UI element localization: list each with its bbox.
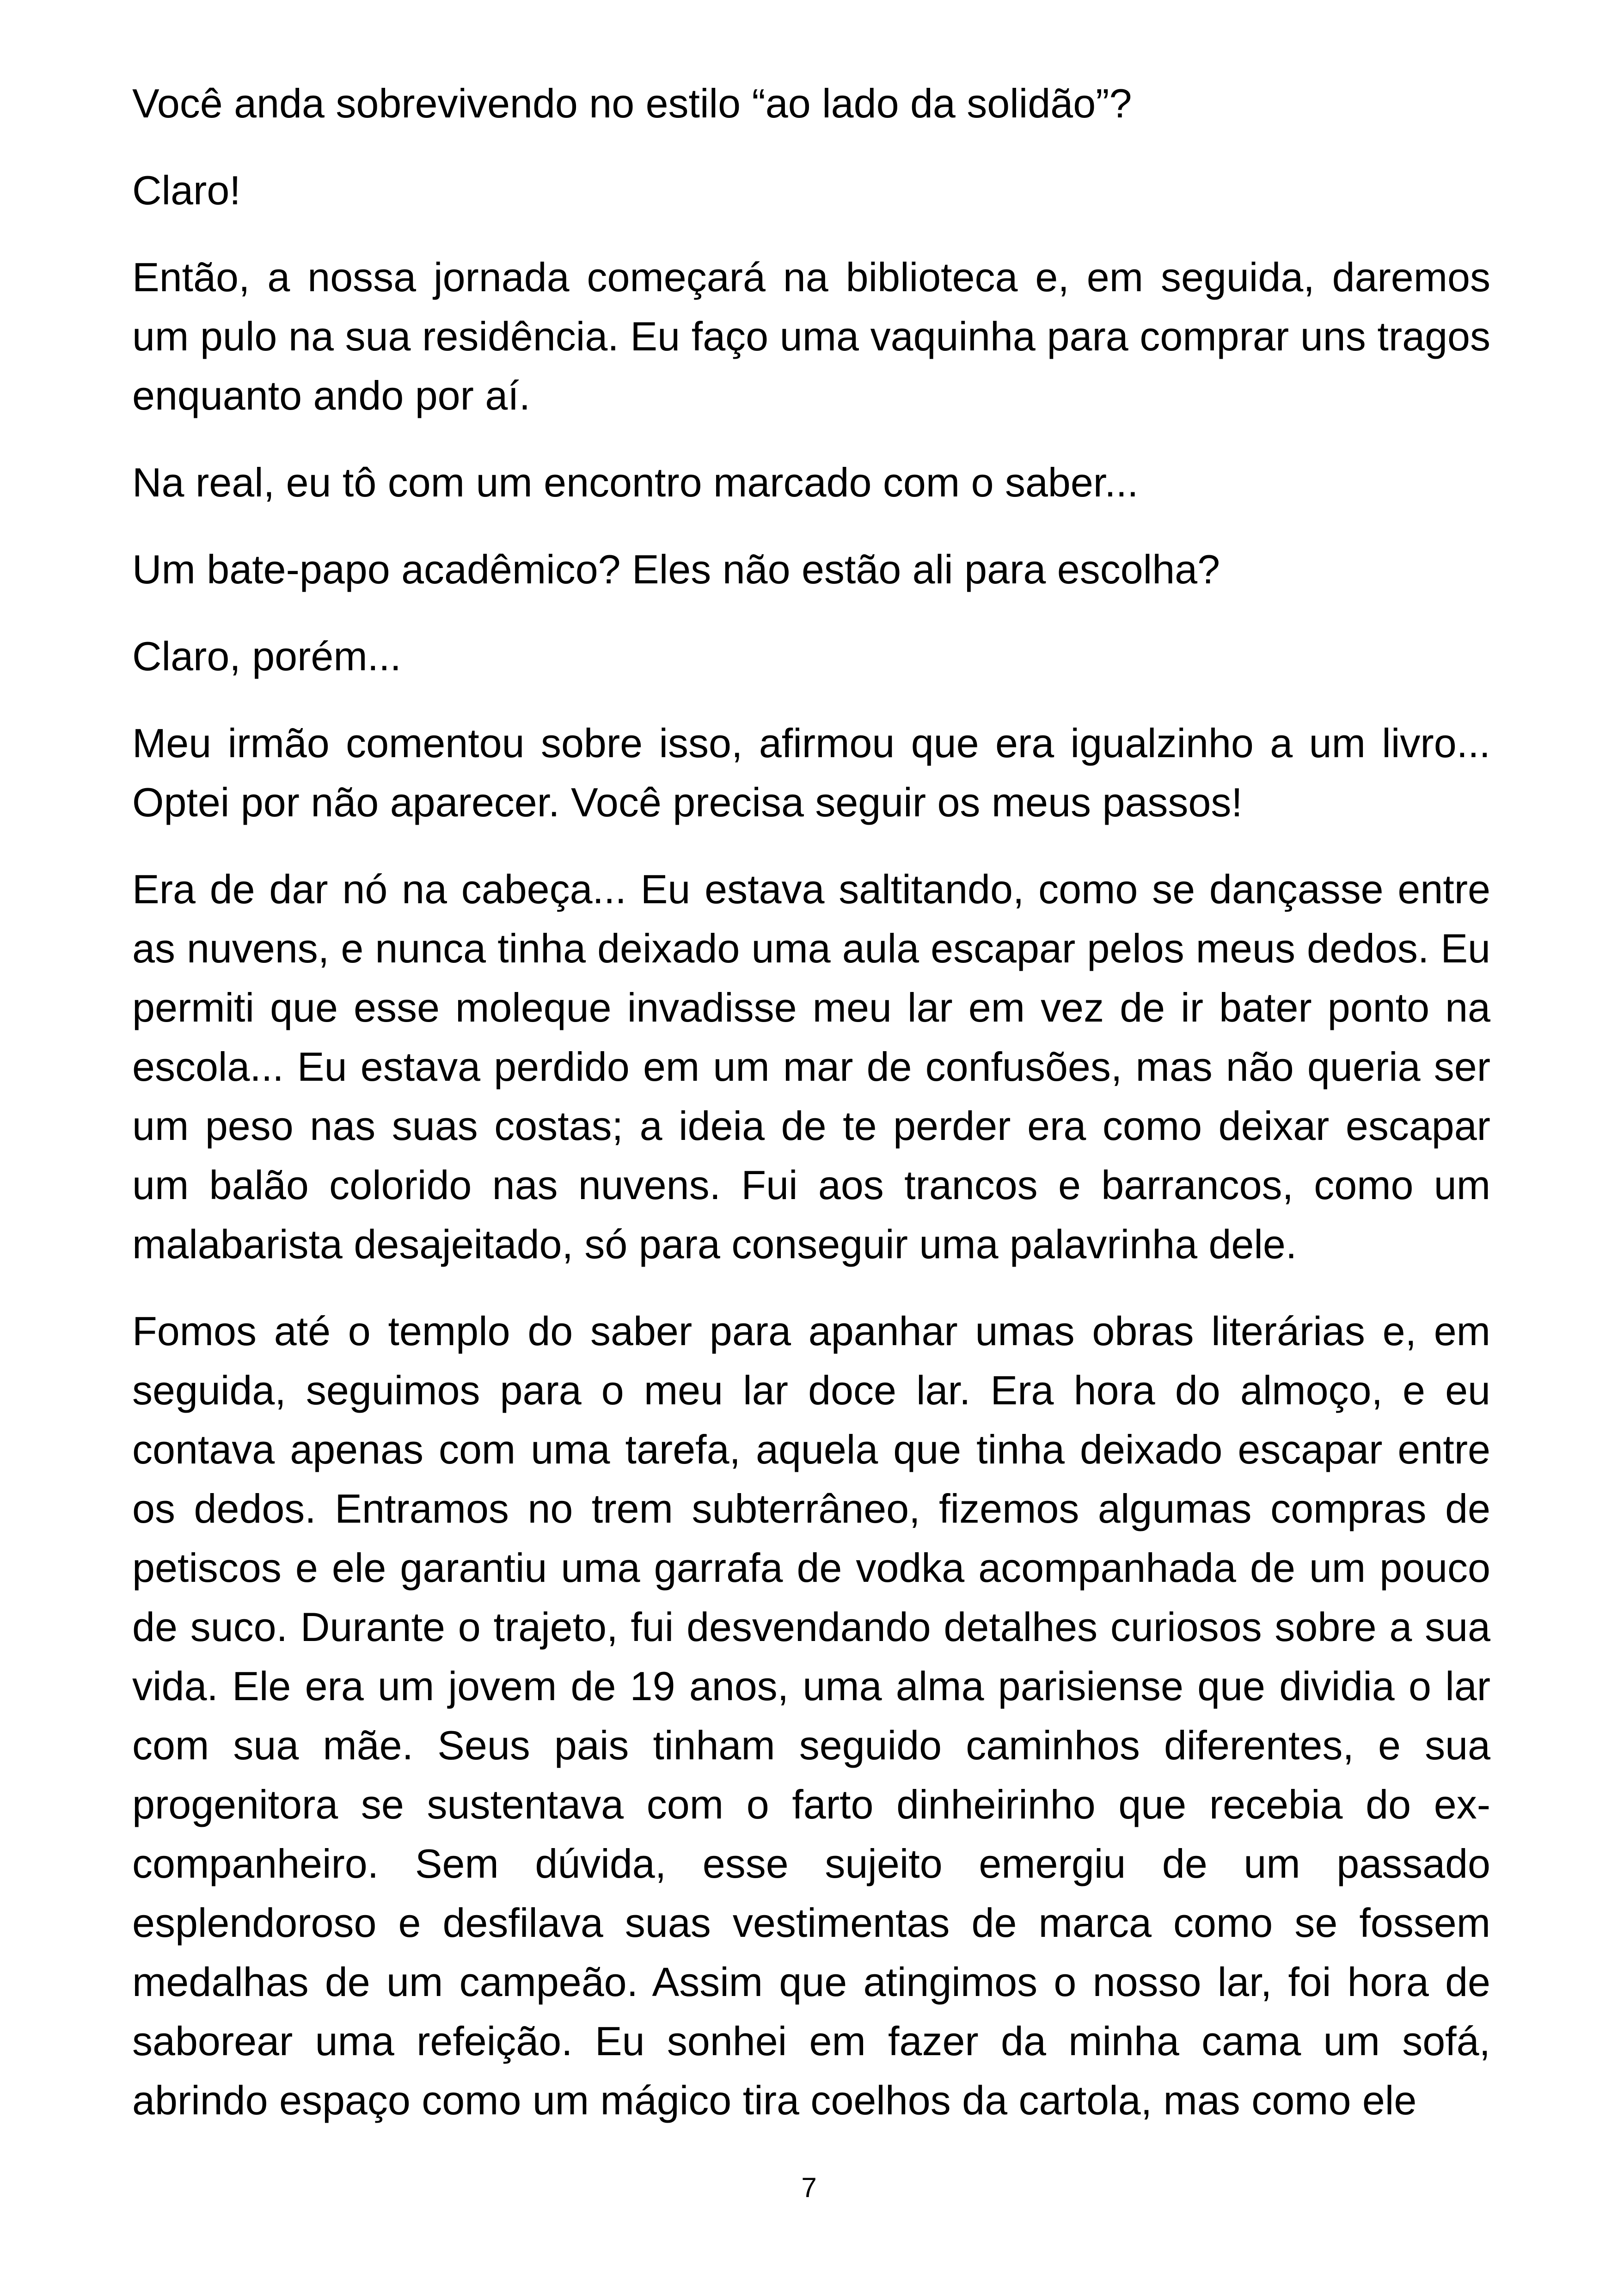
paragraph: Você anda sobrevivendo no estilo “ao lado da solidão”?	[132, 80, 1132, 126]
paragraph: Claro!	[132, 167, 241, 213]
paragraph: Um bate-papo acadêmico? Eles não estão ali para escolha?	[132, 546, 1220, 592]
paragraph: Fomos até o templo do saber para apanhar umas obras literárias e, em seguida, seguimos para o meu lar doce lar. Era hora do almoço, e eu contava apenas com uma tarefa, aquela que tinha deixado escapar entre os dedos. Entramos no trem subterrâneo, fizemos algumas compras de petiscos e ele garantiu uma garrafa de vodka acompanhada de um pouco de suco. Durante o trajeto, fui desvendando detalhes curiosos sobre a sua vida. Ele era um jovem de 19 anos, uma alma parisiense que dividia o lar com sua mãe. Seus pais tinham seguido caminhos diferentes, e sua progenitora se sustentava com o farto dinheirinho que recebia do ex-companheiro. Sem dúvida, esse sujeito emergiu de um passado esplendoroso e desfilava suas vestimentas de marca como se fossem medalhas de um campeão. Assim que atingimos o nosso lar, foi hora de saborear uma refeição. Eu sonhei em fazer da minha cama um sofá, abrindo espaço como um mágico tira coelhos da cartola, mas como ele	[132, 1308, 1490, 2123]
paragraph: Era de dar nó na cabeça... Eu estava saltitando, como se dançasse entre as nuvens, e nunca tinha deixado uma aula escapar pelos meus dedos. Eu permiti que esse moleque invadisse meu lar em vez de ir bater ponto na escola... Eu estava perdido em um mar de confusões, mas não queria ser um peso nas suas costas; a ideia de te perder era como deixar escapar um balão colorido nas nuvens. Fui aos trancos e barrancos, como um malabarista desajeitado, só para conseguir uma palavrinha dele.	[132, 866, 1490, 1267]
paragraph: Claro, porém...	[132, 633, 401, 679]
page-number: 7	[801, 2172, 817, 2203]
paragraph: Meu irmão comentou sobre isso, afirmou que era igualzinho a um livro... Optei por não aparecer. Você precisa seguir os meus passos!	[132, 720, 1490, 825]
page-body	[132, 74, 1490, 2158]
paragraph: Então, a nossa jornada começará na biblioteca e, em seguida, daremos um pulo na sua residência. Eu faço uma vaquinha para comprar uns tragos enquanto ando por aí.	[132, 254, 1490, 418]
paragraph: Na real, eu tô com um encontro marcado com o saber...	[132, 459, 1139, 505]
